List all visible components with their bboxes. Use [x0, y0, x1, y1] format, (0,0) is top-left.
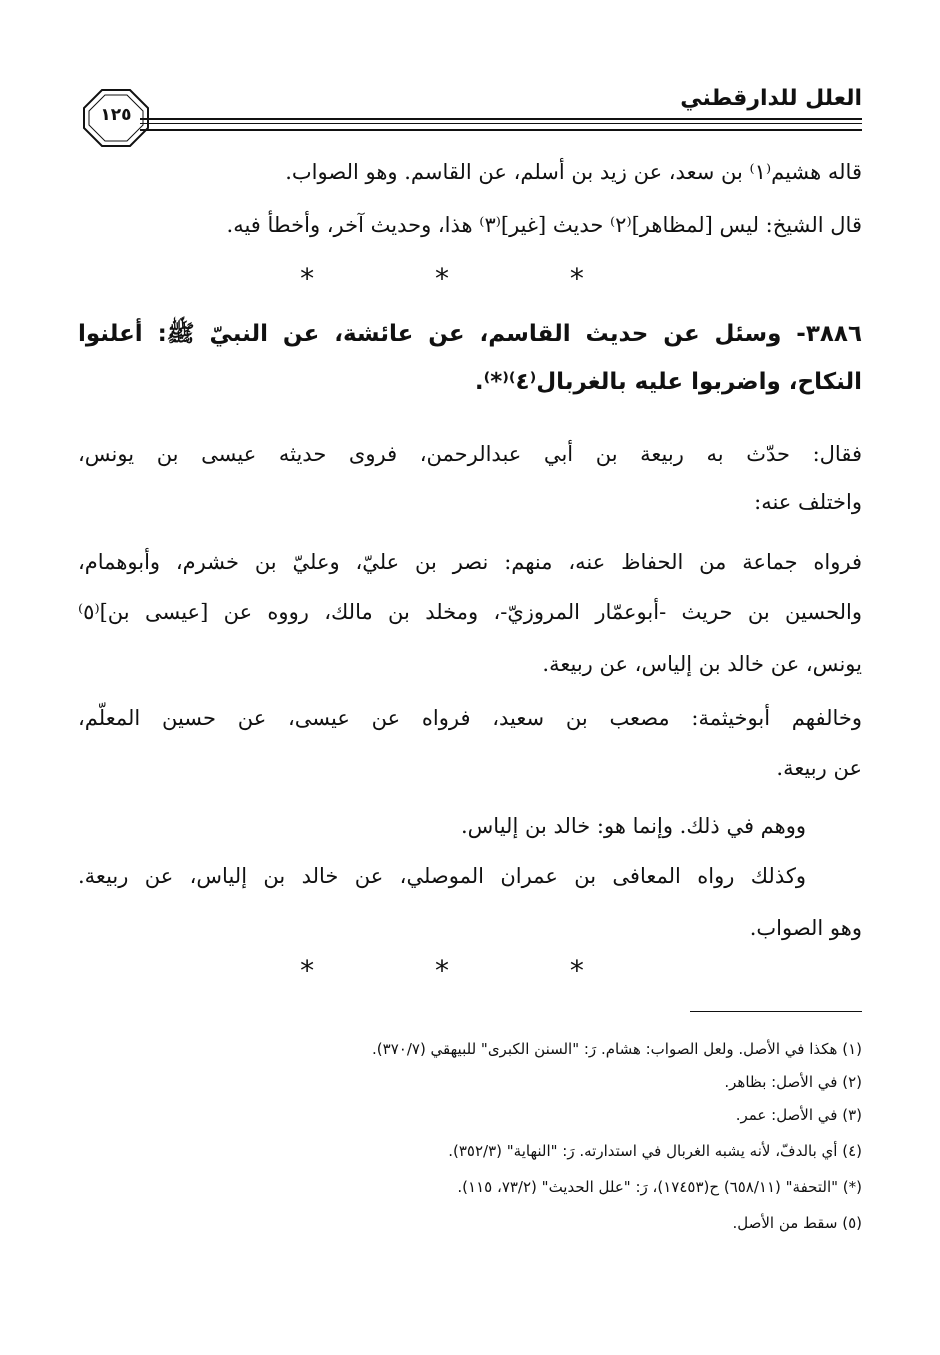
entry-heading-continued: النكاح، واضربوا عليه بالغربال⁽٤⁾⁽*⁾. [474, 369, 862, 395]
text-line: يونس، عن خالد بن إلياس، عن ربيعة. [542, 652, 862, 676]
text-line: وهو الصواب. [749, 916, 862, 940]
main-text [78, 0, 862, 1000]
text-line: ووهم في ذلك. وإنما هو: خالد بن إلياس. [461, 814, 806, 838]
running-title: العلل للدارقطني [680, 86, 862, 111]
footnote: (٣) في الأصل: عمر. [735, 1106, 862, 1124]
text-line: وخالفهم أبوخيثمة: مصعب بن سعيد، فرواه عن عيسى، عن حسين المعلّم، [78, 706, 862, 730]
footnote: (٤) أي بالدفّ، لأنه يشبه الغربال في استدارته. رَ: "النهاية" (٣٥٢/٣). [448, 1142, 862, 1160]
section-separator: * * * [300, 954, 640, 987]
text-line: عن ربيعة. [776, 756, 862, 780]
entry-heading: ٣٨٨٦- وسئل عن حديث القاسم، عن عائشة، عن النبيّ ﷺ: أعلنوا [78, 321, 862, 347]
text-line: قاله هشيم⁽١⁾ بن سعد، عن زيد بن أسلم، عن القاسم. وهو الصواب. [285, 160, 862, 184]
text-line: واختلف عنه: [754, 490, 862, 514]
footnote: (٥) سقط من الأصل. [732, 1214, 862, 1232]
footnote: (*) "التحفة" (٦٥٨/١١) ح(١٧٤٥٣)، رَ: "علل الحديث" (٧٣/٢، ١١٥). [457, 1178, 862, 1196]
section-separator: * * * [300, 262, 640, 295]
footnote: (١) هكذا في الأصل. ولعل الصواب: هشام. رَ: "السنن الكبرى" للبيهقي (٣٧٠/٧). [372, 1040, 862, 1058]
text-line: فرواه جماعة من الحفاظ عنه، منهم: نصر بن عليّ، وعليّ بن خشرم، وأبوهمام، [78, 550, 862, 574]
text-line: والحسين بن حريث -أبوعمّار المروزيّ-، ومخلد بن مالك، رووه عن [عيسى بن]⁽٥⁾ [78, 600, 862, 624]
text-line: وكذلك رواه المعافى بن عمران الموصلي، عن خالد بن إلياس، عن ربيعة. [78, 864, 806, 888]
footnote-rule [690, 1011, 862, 1012]
text-line: قال الشيخ: ليس [لمظاهر]⁽٢⁾ حديث [غير]⁽٣⁾ هذا، وحديث آخر، وأخطأ فيه. [226, 213, 862, 237]
page-number: ١٢٥ [100, 105, 132, 125]
footnote: (٢) في الأصل: بظاهر. [724, 1073, 862, 1091]
text-line: فقال: حدّث به ربيعة بن أبي عبدالرحمن، فروى حديثه عيسى بن يونس، [78, 442, 862, 466]
